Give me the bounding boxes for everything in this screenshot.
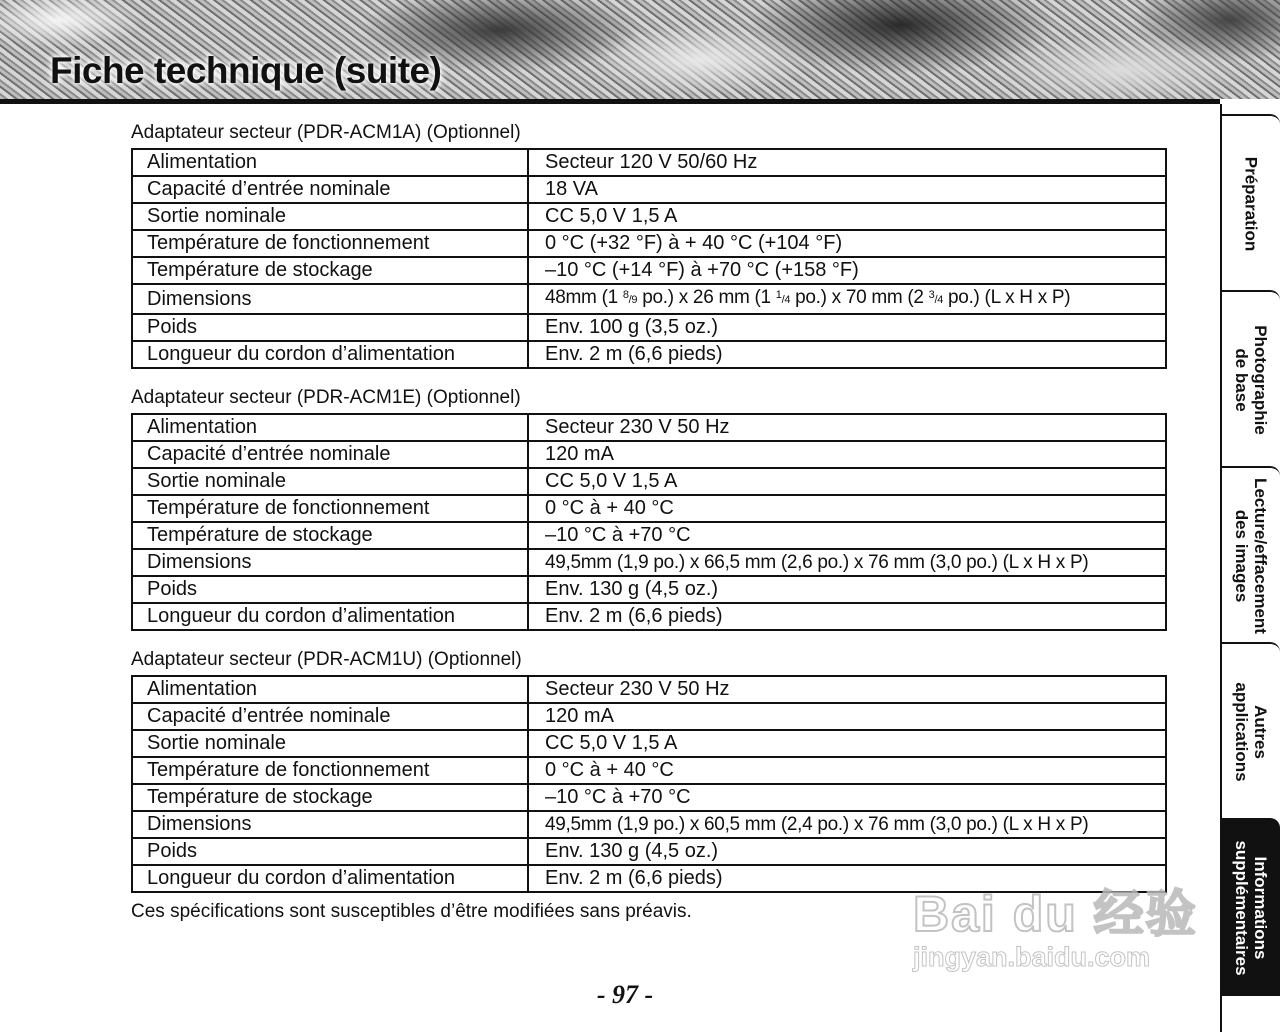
spec-value: Secteur 120 V 50/60 Hz bbox=[528, 149, 1166, 176]
spec-label: Alimentation bbox=[132, 149, 528, 176]
spec-value: –10 °C (+14 °F) à +70 °C (+158 °F) bbox=[528, 257, 1166, 284]
spec-label: Dimensions bbox=[132, 811, 528, 838]
spec-label: Poids bbox=[132, 838, 528, 865]
spec-label: Température de stockage bbox=[132, 522, 528, 549]
table-row bbox=[132, 522, 1166, 549]
spec-label: Température de fonctionnement bbox=[132, 230, 528, 257]
table-row bbox=[132, 784, 1166, 811]
spec-label: Longueur du cordon d’alimentation bbox=[132, 603, 528, 630]
page-title: Fiche technique (suite) bbox=[50, 50, 442, 91]
table-row bbox=[132, 703, 1166, 730]
table-row bbox=[132, 203, 1166, 230]
table-row bbox=[132, 865, 1166, 892]
spec-value: 120 mA bbox=[528, 441, 1166, 468]
spec-value: 0 °C (+32 °F) à + 40 °C (+104 °F) bbox=[528, 230, 1166, 257]
spec-value: CC 5,0 V 1,5 A bbox=[528, 203, 1166, 230]
spec-label: Longueur du cordon d’alimentation bbox=[132, 865, 528, 892]
table-row bbox=[132, 414, 1166, 441]
footnote: Ces spécifications sont susceptibles d’être modifiées sans préavis. bbox=[131, 901, 692, 922]
table-row bbox=[132, 603, 1166, 630]
table-row bbox=[132, 549, 1166, 576]
spec-label: Température de fonctionnement bbox=[132, 757, 528, 784]
spec-value: Secteur 230 V 50 Hz bbox=[528, 414, 1166, 441]
spec-table bbox=[131, 675, 1167, 893]
section-caption: Adaptateur secteur (PDR-ACM1E) (Optionnel) bbox=[131, 387, 521, 408]
tab-label: Photographie de base bbox=[1232, 325, 1270, 435]
spec-content bbox=[131, 118, 1167, 923]
table-row bbox=[132, 811, 1166, 838]
spec-label: Température de stockage bbox=[132, 784, 528, 811]
spec-value: –10 °C à +70 °C bbox=[528, 522, 1166, 549]
spec-label: Alimentation bbox=[132, 676, 528, 703]
spec-label: Poids bbox=[132, 576, 528, 603]
watermark-url: jingyan.baidu.com bbox=[913, 942, 1151, 972]
spec-label: Sortie nominale bbox=[132, 730, 528, 757]
spec-value: Env. 2 m (6,6 pieds) bbox=[528, 603, 1166, 630]
table-row bbox=[132, 676, 1166, 703]
tab-label: Lecture/effacement des images bbox=[1232, 478, 1270, 634]
spec-label: Capacité d’entrée nominale bbox=[132, 441, 528, 468]
table-row bbox=[132, 257, 1166, 284]
table-row bbox=[132, 341, 1166, 368]
spec-label: Dimensions bbox=[132, 284, 528, 314]
spec-label: Température de fonctionnement bbox=[132, 495, 528, 522]
spec-label: Poids bbox=[132, 314, 528, 341]
spec-value: Env. 2 m (6,6 pieds) bbox=[528, 865, 1166, 892]
table-row bbox=[132, 468, 1166, 495]
header-rule bbox=[0, 99, 1220, 104]
tab-label: Autres applications bbox=[1232, 682, 1270, 782]
spec-value: CC 5,0 V 1,5 A bbox=[528, 468, 1166, 495]
spec-value: Secteur 230 V 50 Hz bbox=[528, 676, 1166, 703]
spec-label: Sortie nominale bbox=[132, 203, 528, 230]
spec-label: Sortie nominale bbox=[132, 468, 528, 495]
spec-label: Alimentation bbox=[132, 414, 528, 441]
spec-value: 120 mA bbox=[528, 703, 1166, 730]
table-row bbox=[132, 149, 1166, 176]
table-row bbox=[132, 757, 1166, 784]
spec-value: Env. 130 g (4,5 oz.) bbox=[528, 838, 1166, 865]
table-row bbox=[132, 838, 1166, 865]
table-row bbox=[132, 495, 1166, 522]
tab-label: Préparation bbox=[1241, 156, 1261, 252]
table-row bbox=[132, 730, 1166, 757]
spec-value: CC 5,0 V 1,5 A bbox=[528, 730, 1166, 757]
spec-value-dimensions: 48mm (1 $^8$/9 po.) x 26 mm (1 $^1$/4 po.) x 70 mm (2 $^3$/4 po.) (L x H x P) bbox=[528, 284, 1166, 314]
spec-table bbox=[131, 148, 1167, 369]
table-row bbox=[132, 284, 1166, 314]
spec-label: Capacité d’entrée nominale bbox=[132, 703, 528, 730]
section-caption: Adaptateur secteur (PDR-ACM1U) (Optionnel) bbox=[131, 649, 522, 670]
spec-label: Dimensions bbox=[132, 549, 528, 576]
spec-table bbox=[131, 413, 1167, 631]
section-caption: Adaptateur secteur (PDR-ACM1A) (Optionnel) bbox=[131, 122, 521, 143]
spec-value: Env. 2 m (6,6 pieds) bbox=[528, 341, 1166, 368]
table-row bbox=[132, 576, 1166, 603]
table-row bbox=[132, 314, 1166, 341]
watermark-logo: Bai du 经验 bbox=[913, 886, 1198, 942]
table-row bbox=[132, 176, 1166, 203]
spec-value: 0 °C à + 40 °C bbox=[528, 757, 1166, 784]
tab-preparation[interactable] bbox=[1222, 114, 1280, 292]
tab-autres-applications[interactable] bbox=[1222, 642, 1280, 820]
spec-label: Capacité d’entrée nominale bbox=[132, 176, 528, 203]
spec-value: 49,5mm (1,9 po.) x 60,5 mm (2,4 po.) x 76 mm (3,0 po.) (L x H x P) bbox=[528, 811, 1166, 838]
tab-photographie[interactable] bbox=[1222, 290, 1280, 468]
tab-label: Informations supplémentaires bbox=[1232, 840, 1270, 976]
spec-value: 0 °C à + 40 °C bbox=[528, 495, 1166, 522]
spec-value: 49,5mm (1,9 po.) x 66,5 mm (2,6 po.) x 76 mm (3,0 po.) (L x H x P) bbox=[528, 549, 1166, 576]
spec-label: Longueur du cordon d’alimentation bbox=[132, 341, 528, 368]
spec-value: Env. 130 g (4,5 oz.) bbox=[528, 576, 1166, 603]
sidebar-tabs bbox=[1220, 104, 1280, 1032]
page-number: - 97 - bbox=[596, 980, 654, 1009]
table-row bbox=[132, 230, 1166, 257]
spec-value: –10 °C à +70 °C bbox=[528, 784, 1166, 811]
spec-value: Env. 100 g (3,5 oz.) bbox=[528, 314, 1166, 341]
spec-label: Température de stockage bbox=[132, 257, 528, 284]
tab-informations-supplementaires[interactable] bbox=[1222, 818, 1280, 996]
spec-value: 18 VA bbox=[528, 176, 1166, 203]
tab-lecture[interactable] bbox=[1222, 466, 1280, 644]
table-row bbox=[132, 441, 1166, 468]
